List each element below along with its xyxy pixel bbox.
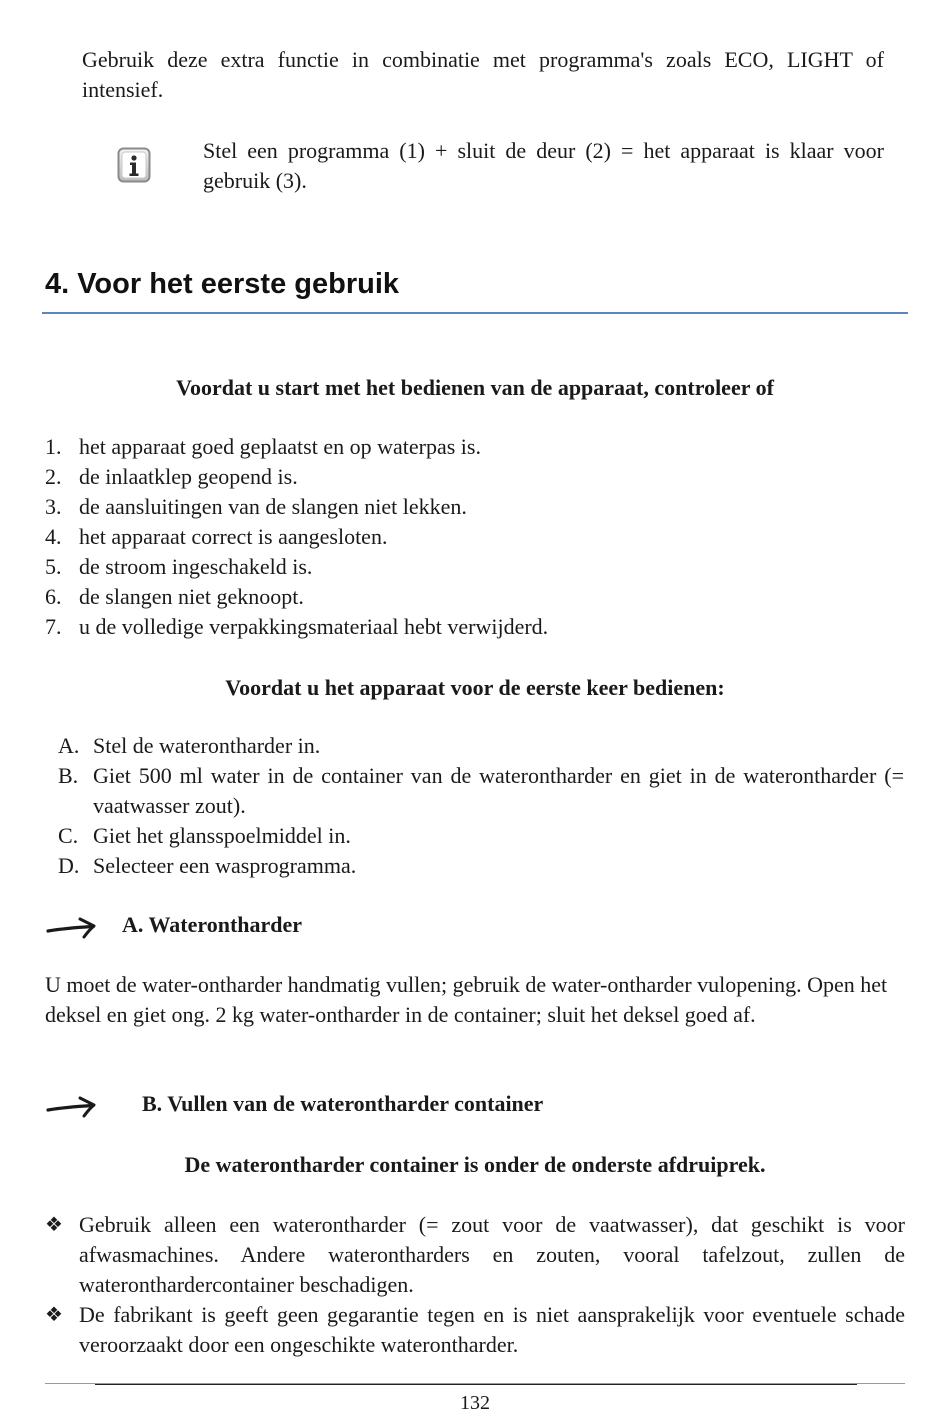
item-text: het apparaat correct is aangesloten. [79,524,388,549]
list-item [45,612,905,642]
item-number: 5. [45,554,62,579]
bullet-icon: ❖ [45,1304,63,1326]
list-item [45,582,905,612]
list-item [45,552,905,582]
item-text: Giet 500 ml water in de container van de waterontharder en giet in de waterontharder (= vaatwasser zout). [93,763,904,818]
list-item [58,851,904,881]
info-icon [117,147,151,183]
item-text: de stroom ingeschakeld is. [79,554,313,579]
list-item [45,432,905,462]
item-letter: B. [58,763,79,788]
item-number: 6. [45,584,62,609]
section-heading: 4. Voor het eerste gebruik [45,268,400,300]
item-number: 4. [45,524,62,549]
section-b-title: B. Vullen van de waterontharder container [142,1091,544,1116]
item-text: Giet het glansspoelmiddel in. [93,823,351,848]
list-item [45,1210,905,1300]
section-b-subtitle: De waterontharder container is onder de onderste afdruiprek. [184,1152,766,1177]
item-text: de aansluitingen van de slangen niet lekken. [79,494,467,519]
steps-list [58,731,904,881]
item-number: 3. [45,494,62,519]
item-text: het apparaat goed geplaatst en op waterpas is. [79,434,481,459]
warning-list [45,1210,905,1360]
info-note: Stel een programma (1) + sluit de deur (2) = het apparaat is klaar voor gebruik (3). [203,138,884,193]
checklist [45,432,905,642]
item-number: 1. [45,434,62,459]
checklist-title: Voordat u start met het bedienen van de apparaat, controleer of [176,375,774,400]
arrow-icon [46,1095,98,1119]
item-text: De fabrikant is geeft geen gegarantie tegen en is niet aansprakelijk voor eventuele schade veroorzaakt door een ongeschikte waterontharder. [79,1302,905,1357]
item-text: Stel de waterontharder in. [93,733,321,758]
heading-divider [42,312,908,314]
footer-divider-inner [95,1384,857,1385]
item-text: u de volledige verpakkingsmateriaal hebt verwijderd. [79,614,549,639]
item-text: de inlaatklep geopend is. [79,464,298,489]
item-letter: D. [58,853,80,878]
item-text: de slangen niet geknoopt. [79,584,304,609]
list-item [58,821,904,851]
item-number: 2. [45,464,62,489]
list-item [45,1300,905,1360]
list-item [45,492,905,522]
item-number: 7. [45,614,62,639]
steps-title: Voordat u het apparaat voor de eerste keer bedienen: [225,675,725,700]
section-a-title: A. Waterontharder [122,912,303,937]
list-item [45,462,905,492]
list-item [58,731,904,761]
bullet-icon: ❖ [45,1214,63,1236]
item-letter: C. [58,823,79,848]
page-number: 132 [460,1392,490,1414]
intro-paragraph: Gebruik deze extra functie in combinatie met programma's zoals ECO, LIGHT of intensief. [82,47,884,102]
item-text: Gebruik alleen een waterontharder (= zout voor de vaatwasser), dat geschikt is voor afwasmachines. Andere waterontharders en zouten, vooral tafelzout, zullen de wateronthardercontainer beschadigen. [79,1212,905,1297]
list-item [58,761,904,821]
item-letter: A. [58,733,80,758]
arrow-icon [46,916,98,940]
section-a-body: U moet de water-ontharder handmatig vullen; gebruik de water-ontharder vulopening. Open het deksel en giet ong. 2 kg water-ontharder in de container; sluit het deksel goed af. [45,972,888,1027]
list-item [45,522,905,552]
item-text: Selecteer een wasprogramma. [93,853,357,878]
